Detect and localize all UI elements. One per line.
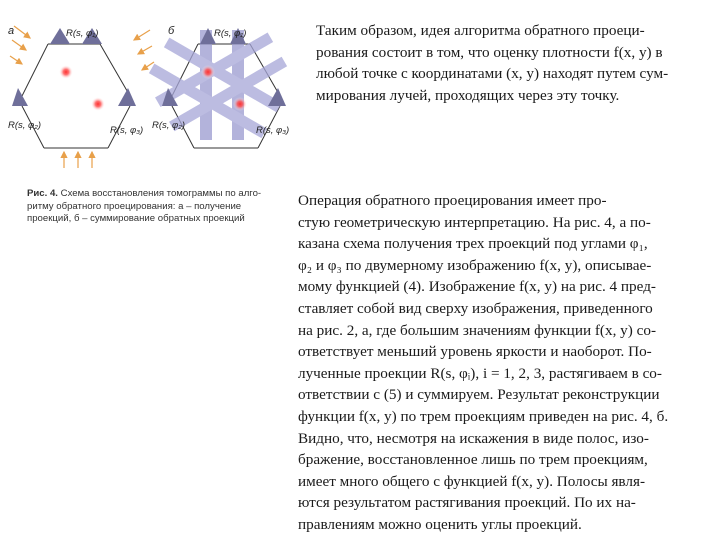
reconstructed-spot bbox=[201, 65, 215, 79]
text-line: ответствует меньший уровень яркости и наоборот. По- bbox=[298, 343, 652, 361]
projection-label-b-top: R(s, φ₁) bbox=[214, 28, 247, 39]
density-spot bbox=[59, 65, 73, 79]
text-line: мому функцией (4). Изображение f(x, y) на рис. 4 пред- bbox=[298, 278, 656, 296]
text-line: функции f(x, y) по трем проекциям приведен на рис. 4, б. bbox=[298, 407, 669, 425]
projection-label-b-right: R(s, φ₃) bbox=[256, 125, 290, 136]
text-line: стую геометрическую интерпретацию. На рис. 4, а по- bbox=[298, 213, 651, 231]
text-line: любой точке с координатами (x, y) находят путем сум- bbox=[316, 65, 669, 83]
reconstructed-spot bbox=[233, 97, 247, 111]
projection-detectors-a bbox=[12, 28, 136, 106]
text-line: Операция обратного проецирования имеет про- bbox=[298, 192, 607, 209]
text-line: ются результатом растягивания проекций. По их на- bbox=[298, 494, 636, 512]
projection-label-a-top: R(s, φ₁) bbox=[66, 28, 99, 39]
tomography-figure bbox=[0, 0, 300, 180]
text-line: мирования лучей, проходящих через эту точку. bbox=[316, 86, 620, 104]
text-line: лученные проекции R(s, φᵢ), i = 1, 2, 3, растягиваем в со- bbox=[298, 364, 662, 382]
caption-figure-number: Рис. 4. bbox=[27, 188, 58, 199]
text-line: имеет много общего с функцией f(x, y). Полосы явля- bbox=[298, 472, 646, 490]
projection-label-a-right: R(s, φ₃) bbox=[110, 125, 144, 136]
projection-label-a-left: R(s, φ₂) bbox=[8, 120, 42, 131]
text-line: Таким образом, идея алгоритма обратного проеци- bbox=[316, 22, 645, 39]
caption-line: ритму обратного проецирования: а – получение bbox=[27, 200, 242, 212]
panel-a-label: а bbox=[8, 25, 15, 37]
caption-text: Схема восстановления томограммы по алго- bbox=[57, 188, 262, 199]
text-line: ставляет собой вид сверху изображения, приведенного bbox=[298, 299, 653, 317]
text-line: рования состоит в том, что оценку плотности f(x, y) в bbox=[316, 43, 663, 61]
text-line: правлениям можно оценить углы проекций. bbox=[298, 515, 582, 533]
caption-line bbox=[27, 188, 287, 201]
ray-arrows bbox=[10, 26, 154, 168]
text-line: бражение, восстановленное лишь по трем проекциям, bbox=[298, 451, 648, 469]
paragraph-main bbox=[298, 190, 702, 536]
figure-caption bbox=[27, 188, 287, 226]
text-line: Видно, что, несмотря на искажения в виде полос, изо- bbox=[298, 429, 649, 447]
paragraph-intro bbox=[316, 20, 700, 106]
text-line: φ₂ и φ₃ по двумерному изображению f(x, y), описывае- bbox=[298, 256, 652, 274]
density-spot bbox=[91, 97, 105, 111]
text-line: ответствии с (5) и суммируем. Результат реконструкции bbox=[298, 386, 660, 404]
projection-label-b-left: R(s, φ₂) bbox=[152, 120, 186, 131]
text-line: на рис. 2, а, где большим значениям функции f(x, y) со- bbox=[298, 321, 657, 339]
caption-line: проекций, б – суммирование обратных проекций bbox=[27, 213, 245, 225]
text-line: казана схема получения трех проекций под углами φ₁, bbox=[298, 235, 648, 253]
panel-b-label: б bbox=[168, 25, 175, 37]
